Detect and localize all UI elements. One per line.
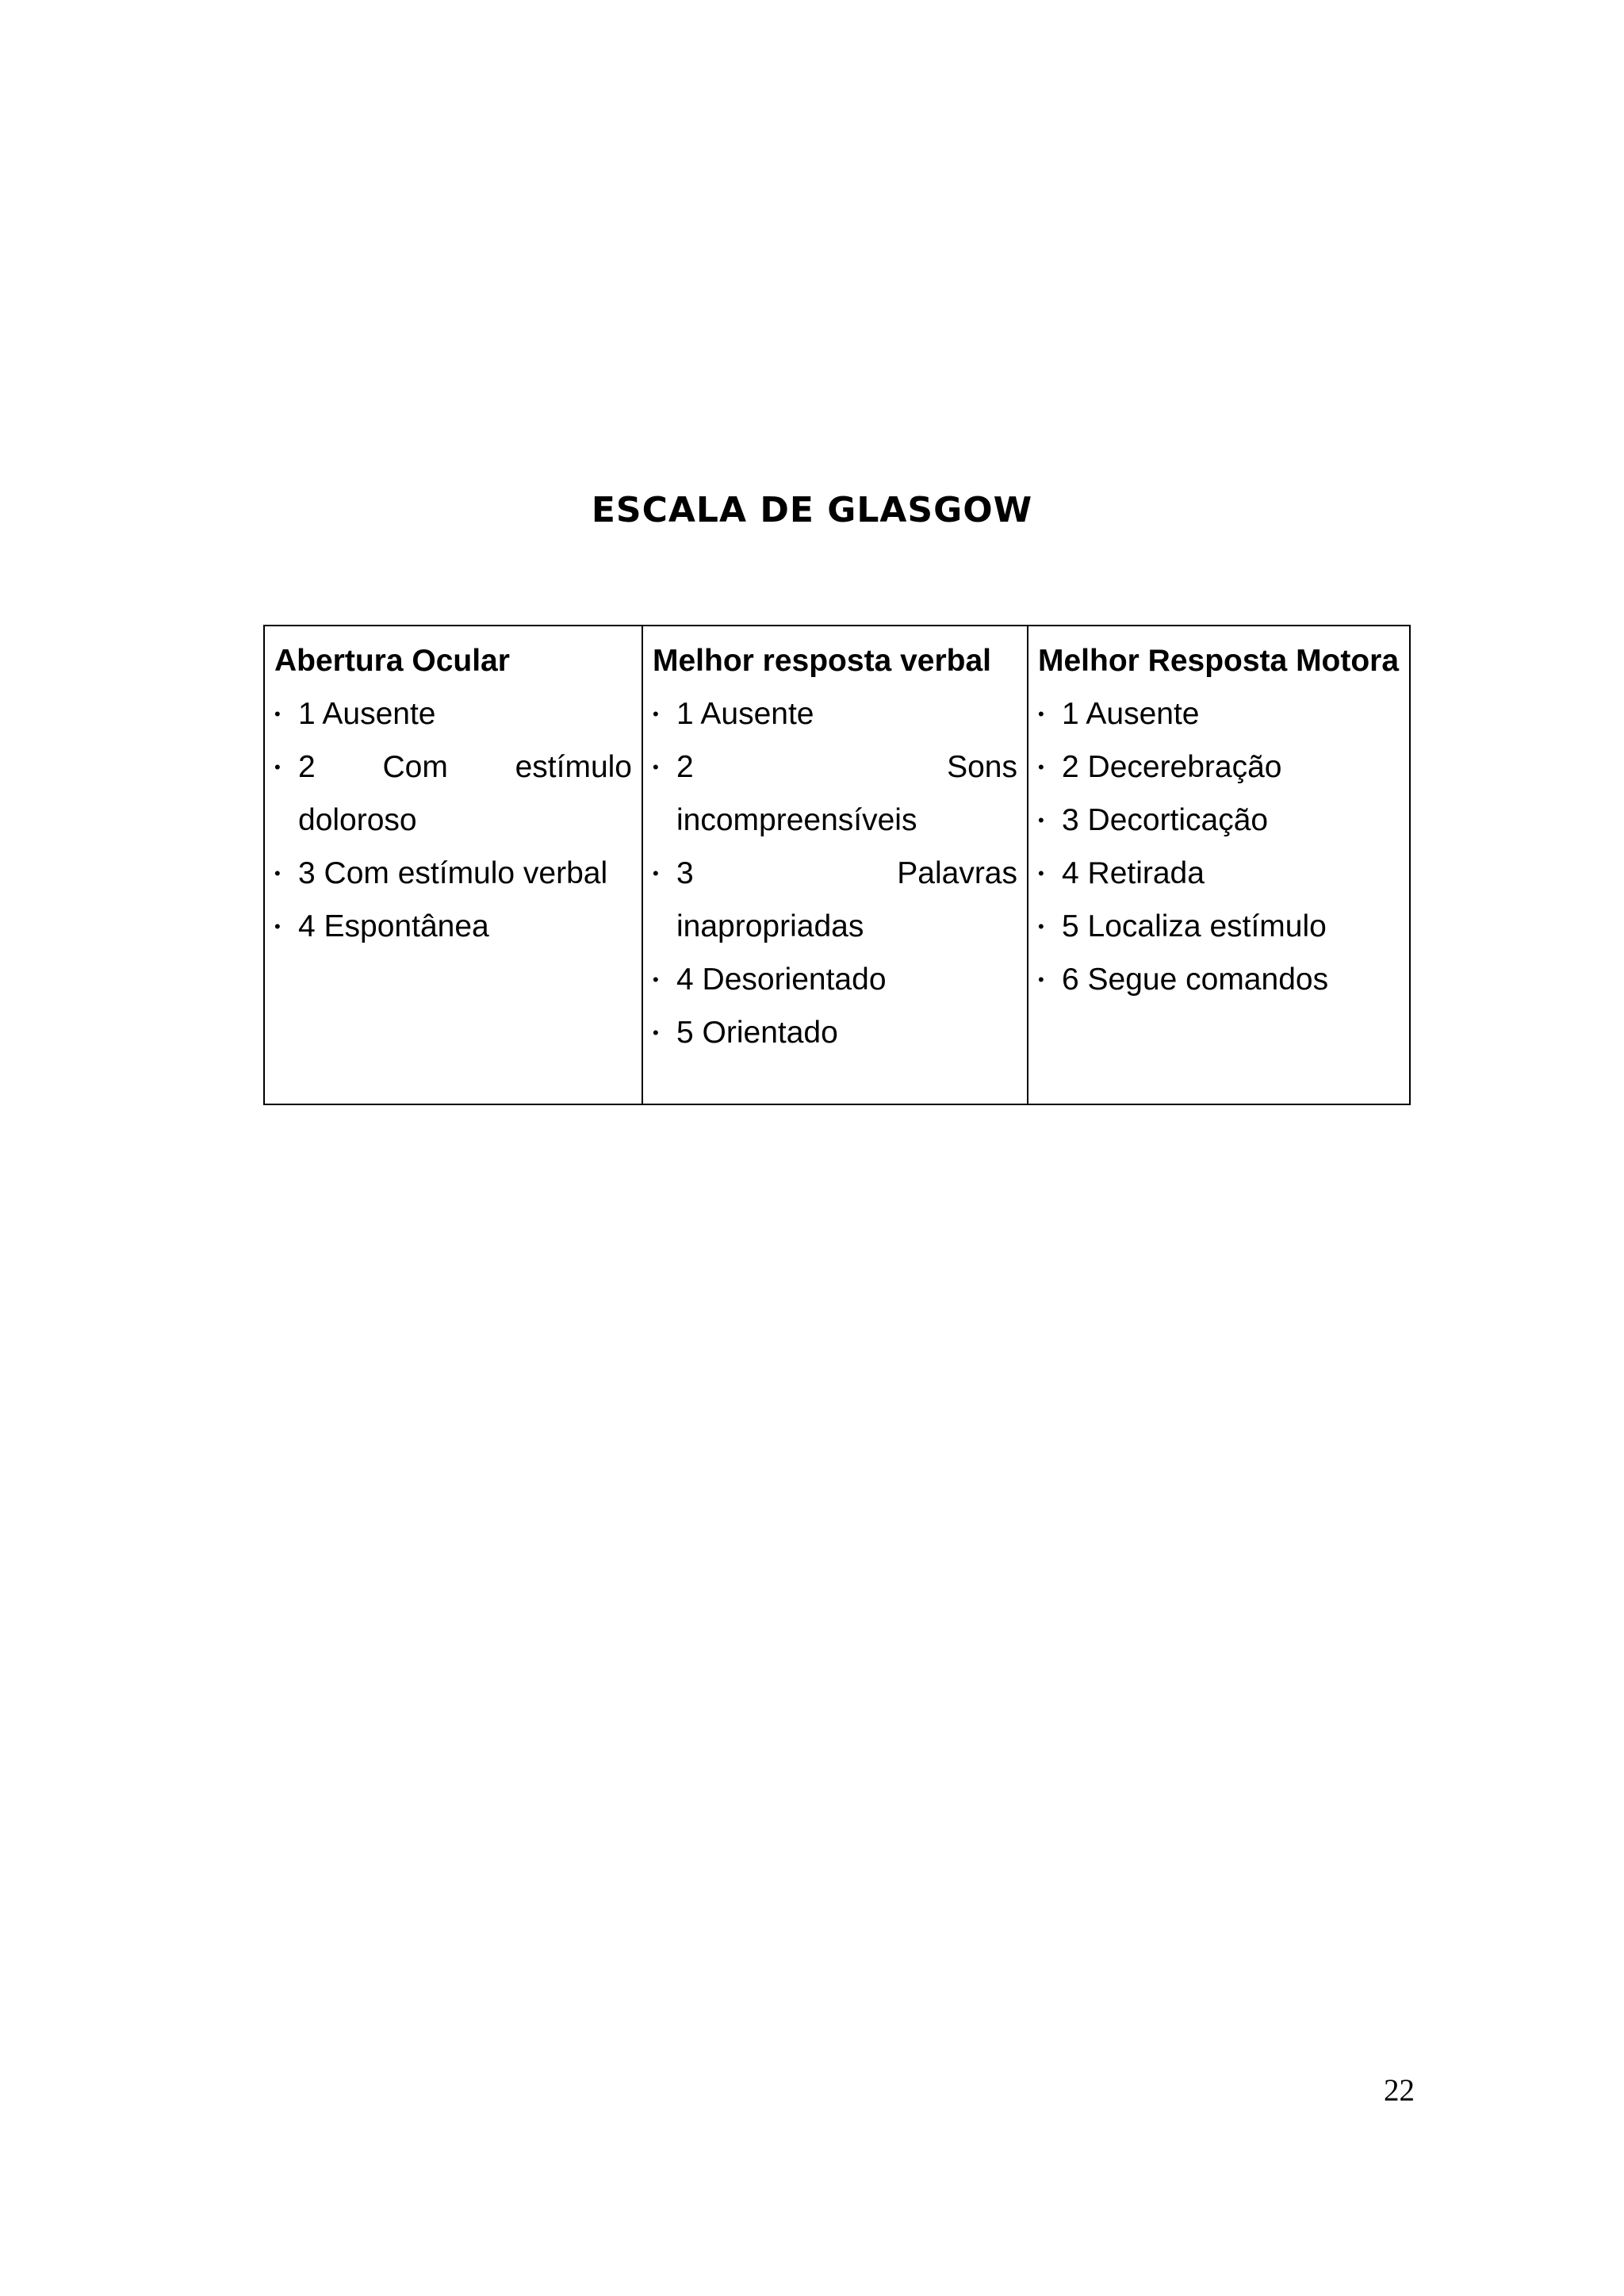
- column-verbal-response: [642, 626, 1028, 1104]
- glasgow-scale-table: [263, 625, 1411, 1105]
- bullet-icon: •: [1038, 704, 1044, 724]
- list-item: [653, 740, 1017, 847]
- list-item: [1038, 794, 1400, 847]
- column-header: Melhor resposta verbal: [653, 644, 991, 678]
- list-item-text: 1 Ausente: [676, 697, 814, 731]
- list-item: [653, 687, 1017, 740]
- bullet-icon: •: [653, 863, 659, 883]
- list-item: [1038, 900, 1400, 953]
- item-list: [653, 687, 1017, 1059]
- list-item: [274, 900, 632, 953]
- list-item: [653, 953, 1017, 1006]
- list-item-text: 4 Espontânea: [298, 909, 489, 943]
- table-row: [264, 626, 1410, 1104]
- bullet-icon: •: [274, 704, 281, 724]
- list-item: [1038, 687, 1400, 740]
- bullet-icon: •: [1038, 970, 1044, 989]
- list-item: [274, 687, 632, 740]
- list-item-text: 2 Com estímulo doloroso: [298, 750, 632, 837]
- bullet-icon: •: [1038, 757, 1044, 777]
- bullet-icon: •: [274, 916, 281, 936]
- list-item-text: 4 Retirada: [1062, 856, 1205, 890]
- page-number: 22: [1384, 2073, 1415, 2107]
- list-item-text: 5 Localiza estímulo: [1062, 909, 1327, 943]
- list-item: [274, 847, 632, 900]
- list-item: [274, 740, 632, 847]
- list-item-text: 2 Sons incompreensíveis: [676, 750, 1017, 837]
- list-item: [653, 847, 1017, 953]
- list-item: [1038, 740, 1400, 794]
- list-item-text: 5 Orientado: [676, 1016, 838, 1050]
- bullet-icon: •: [653, 704, 659, 724]
- list-item-text: 4 Desorientado: [676, 962, 887, 997]
- bullet-icon: •: [274, 757, 281, 777]
- bullet-icon: •: [1038, 863, 1044, 883]
- bullet-icon: •: [1038, 916, 1044, 936]
- list-item: [1038, 847, 1400, 900]
- list-item-text: 3 Com estímulo verbal: [298, 856, 608, 890]
- list-item-text: 1 Ausente: [1062, 697, 1200, 731]
- item-list: [274, 687, 632, 953]
- column-eye-opening: [264, 626, 642, 1104]
- bullet-icon: •: [653, 1023, 659, 1043]
- list-item-text: 6 Segue comandos: [1062, 962, 1329, 997]
- page-title: ESCALA DE GLASGOW: [591, 490, 1033, 530]
- list-item-text: 3 Palavras inapropriadas: [676, 856, 1017, 943]
- bullet-icon: •: [1038, 810, 1044, 830]
- column-motor-response: [1028, 626, 1410, 1104]
- list-item-text: 1 Ausente: [298, 697, 436, 731]
- list-item: [1038, 953, 1400, 1006]
- list-item-text: 3 Decorticação: [1062, 803, 1269, 837]
- list-item-text: 2 Decerebração: [1062, 750, 1282, 784]
- bullet-icon: •: [653, 970, 659, 989]
- bullet-icon: •: [274, 863, 281, 883]
- item-list: [1038, 687, 1400, 1006]
- column-header: Abertura Ocular: [274, 644, 510, 678]
- bullet-icon: •: [653, 757, 659, 777]
- column-header: Melhor Resposta Motora: [1038, 644, 1400, 678]
- list-item: [653, 1006, 1017, 1059]
